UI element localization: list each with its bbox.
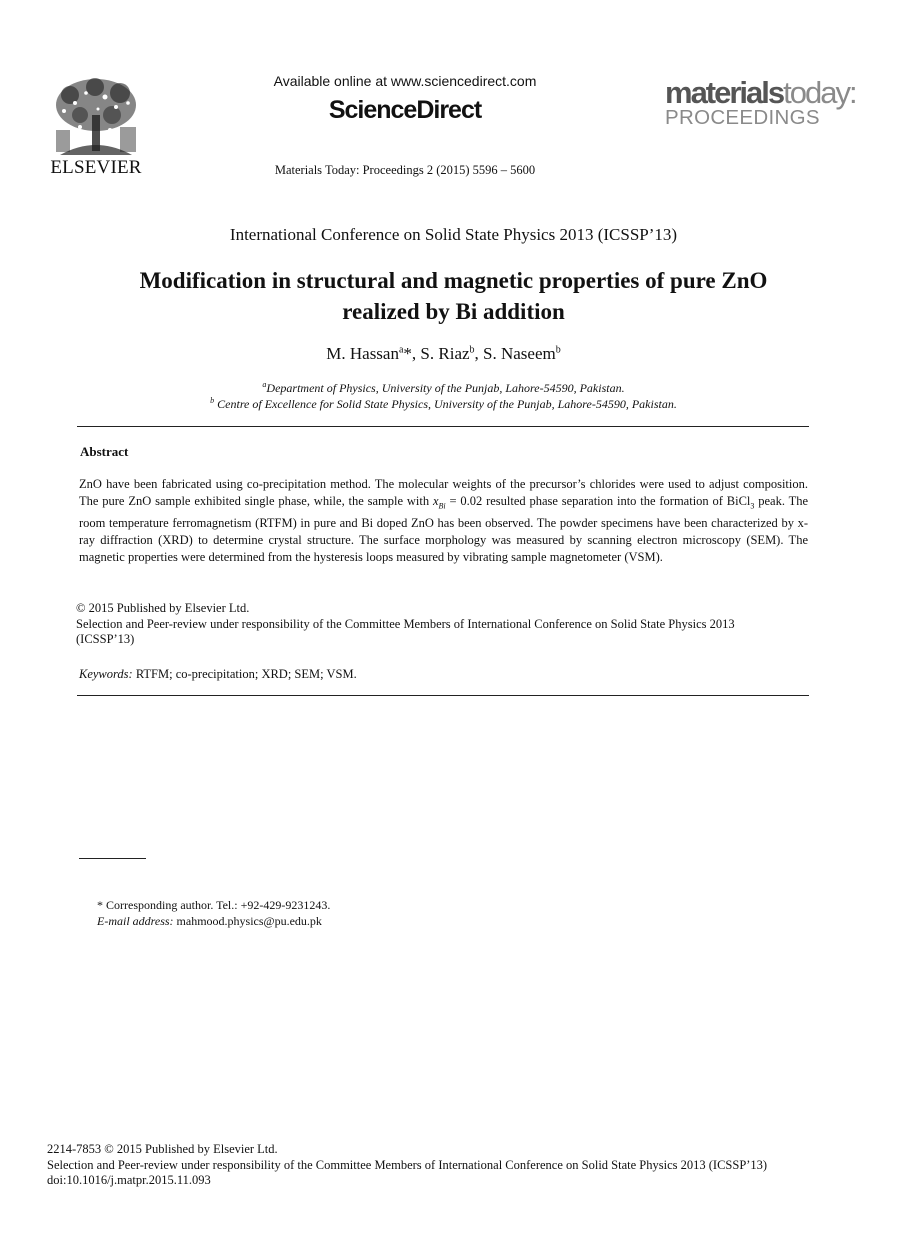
footnote bbox=[97, 897, 330, 929]
keywords-label: Keywords: bbox=[79, 667, 133, 681]
abstract-text: ZnO have been fabricated using co-precipitation method. The molecular weights of the precursor’s chlorides were used to adjust composition. The pure ZnO sample exhibited single phase, while, the sample with bbox=[79, 477, 808, 508]
doi: doi:10.1016/j.matpr.2015.11.093 bbox=[47, 1173, 211, 1187]
math-subscript: Bi bbox=[438, 501, 446, 511]
abstract-text: = 0.02 resulted phase separation into the formation of BiCl bbox=[445, 494, 751, 508]
keywords bbox=[79, 667, 808, 682]
mt-logo-bold: materials bbox=[665, 75, 784, 110]
title-line-2: realized by Bi addition bbox=[342, 299, 565, 324]
elsevier-logo bbox=[50, 75, 142, 180]
title-line-1: Modification in structural and magnetic properties of pure ZnO bbox=[139, 268, 768, 293]
keywords-value: RTFM; co-precipitation; XRD; SEM; VSM. bbox=[132, 667, 357, 681]
peer-review-line: Selection and Peer-review under responsibility of the Committee Members of International Conference on Solid State Physics 2013 (ICSSP’13) bbox=[76, 616, 735, 646]
mt-logo-proceedings: PROCEEDINGS bbox=[665, 106, 820, 129]
author-name: S. Riaz bbox=[420, 344, 470, 363]
journal-reference: Materials Today: Proceedings 2 (2015) 5596 – 5600 bbox=[274, 163, 536, 177]
corresponding-mark: * bbox=[403, 344, 412, 363]
author-affiliation-mark: b bbox=[469, 344, 475, 356]
affiliation-text: Centre of Excellence for Solid State Physics, University of the Punjab, Lahore-54590, Pakistan. bbox=[217, 397, 677, 411]
author-list: M. Hassan$^a$*, S. Riaz$^b$, S. Naseem$^b$ bbox=[326, 344, 561, 363]
affiliation-mark: a bbox=[262, 380, 267, 389]
affiliation-mark: b bbox=[210, 396, 215, 405]
paper-title bbox=[60, 265, 847, 327]
author-affiliation-mark: a bbox=[398, 344, 404, 356]
author-name: M. Hassan bbox=[326, 344, 399, 363]
author-name: S. Naseem bbox=[483, 344, 556, 363]
chem-subscript: 3 bbox=[750, 501, 755, 511]
sciencedirect-logo: ScienceDirect bbox=[328, 96, 482, 124]
page-footer bbox=[47, 1142, 867, 1189]
issn-line: 2214-7853 © 2015 Published by Elsevier Ltd. bbox=[47, 1142, 278, 1156]
corresponding-author: * Corresponding author. Tel.: +92-429-9231243. bbox=[97, 898, 331, 912]
elsevier-tree-icon bbox=[50, 75, 142, 159]
available-online-text: Available online at www.sciencedirect.com bbox=[273, 73, 537, 89]
author-affiliation-mark: b bbox=[555, 344, 561, 356]
affiliation-b bbox=[0, 396, 887, 412]
divider-bottom bbox=[77, 695, 809, 696]
email-label: E-mail address: bbox=[97, 914, 174, 928]
footer-review-line: Selection and Peer-review under responsibility of the Committee Members of International Conference on Solid State Physics 2013 (ICSSP’13) bbox=[47, 1157, 768, 1172]
abstract-body bbox=[79, 476, 808, 566]
copyright-line: © 2015 Published by Elsevier Ltd. bbox=[76, 601, 250, 615]
copyright-notice bbox=[76, 601, 776, 648]
math-symbol: x bbox=[432, 494, 439, 508]
abstract-text: peak. The room temperature ferromagnetism (RTFM) in pure and Bi doped ZnO has been observed. The powder specimens have been characterized by x-ray diffraction (XRD) to determine crystal structure. The surface morphology was measured by scanning electron microscopy (SEM). The magnetic properties were determined from the hysteresis loops measured by vibrating sample magnetometer (VSM). bbox=[79, 494, 808, 564]
footnote-divider bbox=[79, 858, 146, 859]
affiliation-a bbox=[0, 380, 887, 396]
abstract-heading: Abstract bbox=[80, 444, 129, 459]
affiliation-text: Department of Physics, University of the Punjab, Lahore-54590, Pakistan. bbox=[266, 381, 625, 395]
email-address: mahmood.physics@pu.edu.pk bbox=[173, 914, 322, 928]
divider-top bbox=[77, 426, 809, 427]
elsevier-wordmark: ELSEVIER bbox=[50, 157, 142, 178]
mt-logo-light: today: bbox=[783, 75, 856, 110]
conference-name: International Conference on Solid State Physics 2013 (ICSSP’13) bbox=[229, 225, 678, 244]
materials-today-logo bbox=[665, 75, 865, 129]
